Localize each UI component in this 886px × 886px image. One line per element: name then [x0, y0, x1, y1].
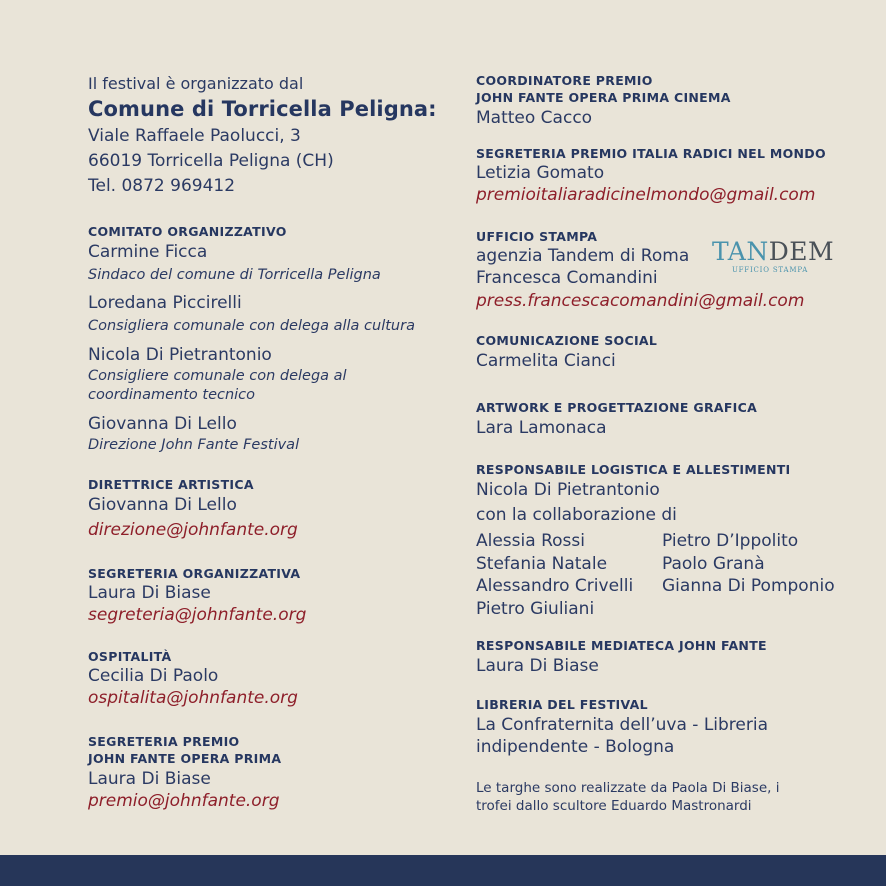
- logistica-name: Nicola Di Pietrantonio: [476, 480, 660, 500]
- footnote: Le targhe sono realizzate da Paola Di Biase, i trofei dallo scultore Eduardo Mastronardi: [476, 780, 780, 814]
- member-name: Loredana Piccirelli: [88, 293, 242, 313]
- member-role: Direzione John Fante Festival: [88, 437, 300, 453]
- segreteria-premio-heading-2: JOHN FANTE OPERA PRIMA: [88, 751, 282, 766]
- ospitalita-heading: OSPITALITÀ: [88, 649, 172, 664]
- member-role: Consigliere comunale con delega al coordinamento tecnico: [88, 368, 347, 403]
- coordinatore-name: Matteo Cacco: [476, 108, 593, 128]
- member-name: Nicola Di Pietrantonio: [88, 345, 272, 365]
- list-item: Paolo Granà: [662, 553, 765, 574]
- member-name: Carmine Ficca: [88, 242, 208, 262]
- social-heading: COMUNICAZIONE SOCIAL: [476, 333, 658, 348]
- mediateca-heading: RESPONSABILE MEDIATECA JOHN FANTE: [476, 638, 767, 653]
- direttrice-heading: DIRETTRICE ARTISTICA: [88, 477, 254, 492]
- libreria-heading: LIBRERIA DEL FESTIVAL: [476, 697, 648, 712]
- direttrice-name: Giovanna Di Lello: [88, 495, 237, 515]
- coordinatore-heading-2: JOHN FANTE OPERA PRIMA CINEMA: [476, 90, 731, 105]
- segreteria-org-email-link[interactable]: segreteria@johnfante.org: [88, 605, 307, 625]
- phone-number: Tel. 0872 969412: [88, 176, 236, 196]
- segreteria-premio-name: Laura Di Biase: [88, 769, 211, 789]
- list-item: Pietro D’Ippolito: [662, 531, 799, 551]
- ospitalita-email-link[interactable]: ospitalita@johnfante.org: [88, 688, 298, 708]
- segreteria-premio-heading: SEGRETERIA PREMIO: [88, 734, 240, 749]
- direttrice-email-link[interactable]: direzione@johnfante.org: [88, 520, 298, 540]
- logistica-heading: RESPONSABILE LOGISTICA E ALLESTIMENTI: [476, 462, 791, 477]
- address-city: 66019 Torricella Peligna (CH): [88, 151, 334, 171]
- list-item: Alessia Rossi: [476, 531, 585, 551]
- social-name: Carmelita Cianci: [476, 351, 616, 371]
- segreteria-org-heading: SEGRETERIA ORGANIZZATIVA: [88, 566, 301, 581]
- logo-subtitle: UFFICIO STAMPA: [731, 266, 809, 274]
- ufficio-stampa-name: Francesca Comandini: [476, 268, 658, 288]
- collab-list-left: [476, 530, 633, 620]
- segreteria-radici-heading: SEGRETERIA PREMIO ITALIA RADICI NEL MONDO: [476, 146, 826, 161]
- logo-text-part: DEM: [768, 237, 835, 266]
- list-item: Stefania Natale: [476, 553, 608, 574]
- logistica-collab: con la collaborazione di: [476, 505, 677, 525]
- comitato-heading: COMITATO ORGANIZZATIVO: [88, 224, 287, 239]
- libreria-name: La Confraternita dell’uva - Libreria indipendente - Bologna: [476, 715, 769, 757]
- member-name: Giovanna Di Lello: [88, 414, 237, 434]
- logo-text-part: TAN: [712, 237, 769, 266]
- artwork-heading: ARTWORK E PROGETTAZIONE GRAFICA: [476, 400, 758, 415]
- footer-bar: [0, 855, 886, 886]
- segreteria-premio-email-link[interactable]: premio@johnfante.org: [88, 791, 280, 811]
- mediateca-name: Laura Di Biase: [476, 656, 599, 676]
- artwork-name: Lara Lamonaca: [476, 418, 607, 438]
- segreteria-radici-name: Letizia Gomato: [476, 163, 605, 183]
- address-street: Viale Raffaele Paolucci, 3: [88, 126, 301, 146]
- intro-line: Il festival è organizzato dal: [88, 74, 304, 93]
- list-item: Gianna Di Pomponio: [662, 576, 835, 596]
- ufficio-stampa-agency: agenzia Tandem di Roma: [476, 246, 690, 266]
- ospitalita-name: Cecilia Di Paolo: [88, 666, 219, 686]
- ufficio-stampa-email-link[interactable]: press.francescacomandini@gmail.com: [476, 291, 805, 311]
- ufficio-stampa-heading: UFFICIO STAMPA: [476, 229, 598, 244]
- segreteria-org-name: Laura Di Biase: [88, 583, 211, 603]
- segreteria-radici-email-link[interactable]: premioitaliaradicinelmondo@gmail.com: [476, 185, 816, 205]
- tandem-logo: [712, 237, 835, 274]
- list-item: Pietro Giuliani: [476, 598, 595, 619]
- member-role: Consigliera comunale con delega alla cultura: [88, 318, 415, 334]
- collab-list-right: [662, 530, 835, 598]
- organizer-title: Comune di Torricella Peligna:: [88, 97, 437, 121]
- member-role: Sindaco del comune di Torricella Peligna: [88, 267, 381, 283]
- list-item: Alessandro Crivelli: [476, 576, 634, 596]
- coordinatore-heading: COORDINATORE PREMIO: [476, 73, 653, 88]
